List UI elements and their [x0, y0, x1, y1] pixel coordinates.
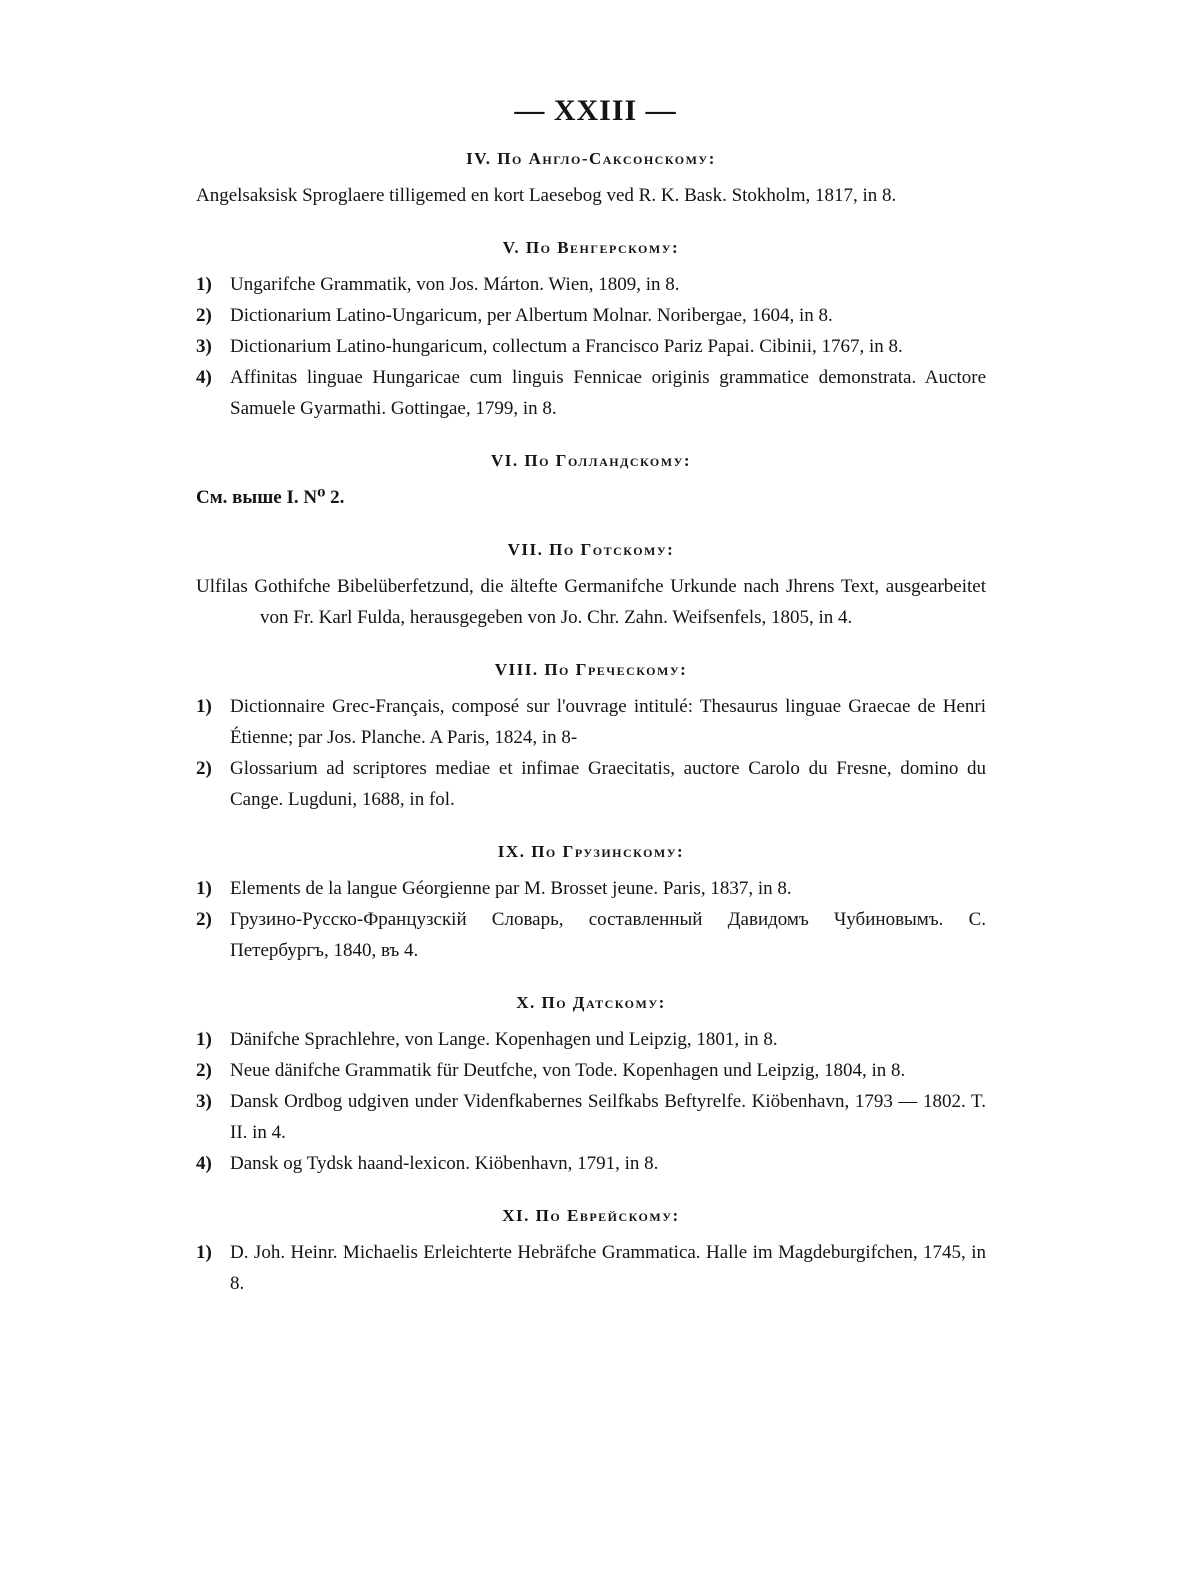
section-gothic: [196, 537, 986, 633]
entry-number: 2): [196, 909, 212, 930]
entry-number: 2): [196, 305, 212, 326]
section-heading: XI. По Еврейскому:: [502, 1206, 680, 1225]
bibliography-entry: [196, 904, 986, 966]
bibliography-entry: [196, 753, 986, 815]
section-greek: [196, 657, 986, 815]
section-heading: VIII. По Греческому:: [494, 660, 688, 679]
bibliography-entry: [196, 362, 986, 424]
entry-text: См. выше I. N⁰ 2.: [196, 487, 345, 508]
bibliography-entry: [196, 1148, 986, 1179]
section-hungarian: [196, 235, 986, 424]
entry-text: Angelsaksisk Sproglaere tilligemed en kort Laesebog ved R. K. Bask. Stokholm, 1817, in 8.: [196, 185, 897, 206]
entry-text: D. Joh. Heinr. Michaelis Erleichterte Hebräfche Grammatica. Halle im Magdeburgifchen, 1745, in 8.: [230, 1242, 986, 1294]
entry-text: Dictionarium Latino-hungaricum, collectum a Francisco Pariz Papai. Cibinii, 1767, in 8.: [230, 336, 903, 357]
section-danish: [196, 990, 986, 1179]
entry-number: 1): [196, 696, 212, 717]
bibliography-entry: [196, 300, 986, 331]
entry-number: 2): [196, 758, 212, 779]
entry-text: Affinitas linguae Hungaricae cum linguis Fennicae originis grammatice demonstrata. Auctore Samuele Gyarmathi. Gottingae, 1799, in 8.: [230, 367, 986, 419]
section-heading: VI. По Голландскому:: [490, 451, 692, 470]
entry-text: Elements de la langue Géorgienne par M. Brosset jeune. Paris, 1837, in 8.: [230, 878, 792, 899]
section-hebrew: [196, 1203, 986, 1299]
entry-number: 4): [196, 367, 212, 388]
entry-number: 1): [196, 1242, 212, 1263]
entry-text: Ulfilas Gothifche Bibelüberfetzund, die ältefte Germanifche Urkunde nach Jhrens Text, ausgearbeitet von Fr. Karl Fulda, herausgegeben von Jo. Chr. Zahn. Weifsenfels, 1805, in 4.: [196, 576, 986, 628]
entry-text: Dictionnaire Grec-Français, composé sur l'ouvrage intitulé: Thesaurus linguae Graecae de Henri Étienne; par Jos. Planche. A Paris, 1824, in 8-: [230, 696, 986, 748]
section-georgian: [196, 839, 986, 966]
entry-number: 4): [196, 1153, 212, 1174]
bibliography-entry: [196, 331, 986, 362]
entry-text: Ungarifche Grammatik, von Jos. Márton. Wien, 1809, in 8.: [230, 274, 680, 295]
entry-number: 3): [196, 336, 212, 357]
bibliography-entry: [196, 1055, 986, 1086]
entry-text: Dansk og Tydsk haand-lexicon. Kiöbenhavn, 1791, in 8.: [230, 1153, 659, 1174]
page-number: — XXIII —: [514, 94, 677, 127]
entry-number: 1): [196, 274, 212, 295]
section-heading: IX. По Грузинскому:: [497, 842, 685, 861]
entry-text: Dansk Ordbog udgiven under Videnfkabernes Seilfkabs Beftyrelfe. Kiöbenhavn, 1793 — 1802. T. II. in 4.: [230, 1091, 986, 1143]
entry-number: 1): [196, 1029, 212, 1050]
bibliography-entry: [196, 180, 986, 211]
entry-text: Грузино-Русско-Французскій Словарь, составленный Давидомъ Чубиновымъ. С. Петербургъ, 1840, въ 4.: [230, 909, 986, 961]
entry-number: 1): [196, 878, 212, 899]
bibliography-entry: [196, 1024, 986, 1055]
section-anglo-saxon: [196, 146, 986, 211]
bibliography-entry: [196, 1086, 986, 1148]
section-heading: VII. По Готскому:: [507, 540, 675, 559]
entry-text: Dictionarium Latino-Ungaricum, per Albertum Molnar. Noribergae, 1604, in 8.: [230, 305, 833, 326]
entry-text: Glossarium ad scriptores mediae et infimae Graecitatis, auctore Carolo du Fresne, domino du Cange. Lugduni, 1688, in fol.: [230, 758, 986, 810]
bibliography-entry: [196, 873, 986, 904]
bibliography-entry: [196, 482, 986, 513]
entry-text: Neue dänifche Grammatik für Deutfche, von Tode. Kopenhagen und Leipzig, 1804, in 8.: [230, 1060, 906, 1081]
section-dutch: [196, 448, 986, 513]
section-heading: IV. По Англо-Саксонскому:: [466, 149, 716, 168]
section-heading: X. По Датскому:: [516, 993, 666, 1012]
section-heading: V. По Венгерскому:: [502, 238, 680, 257]
entry-number: 3): [196, 1091, 212, 1112]
bibliography-entry: [196, 269, 986, 300]
entry-number: 2): [196, 1060, 212, 1081]
bibliography-entry: [196, 571, 986, 633]
entry-text: Dänifche Sprachlehre, von Lange. Kopenhagen und Leipzig, 1801, in 8.: [230, 1029, 778, 1050]
bibliography-entry: [196, 1237, 986, 1299]
bibliography-content: [196, 146, 986, 1299]
bibliography-entry: [196, 691, 986, 753]
